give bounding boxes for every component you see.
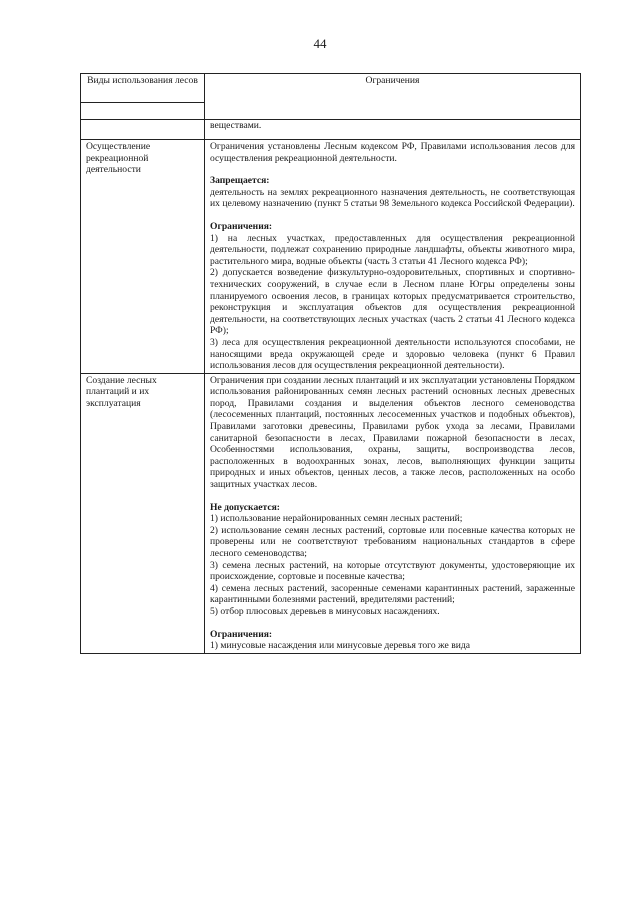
continuation-empty-cell [81,103,205,120]
forest-use-type: Осуществление рекреационной деятельности [81,140,205,374]
list-item: 2) использование семян лесных растений, сортовые или посевные качества которых не проверены или не соответствуют требованиям национальных стандартов в сфере лесного семеноводства; [210,524,575,559]
restrictions-cell [205,373,581,653]
prohibited-heading: Запрещается: [210,175,270,187]
continuation-left-cell [81,120,205,140]
restrictions-table [80,73,581,654]
list-item: 4) семена лесных растений, засоренные семенами карантинных растений, зараженные карантинными болезнями растений, вредителями растений; [210,582,575,606]
not-allowed-heading: Не допускается: [210,501,280,513]
list-item: 1) минусовые насаждения или минусовые деревья того же вида [210,640,470,652]
page-number: 44 [313,36,327,51]
restrictions-heading: Ограничения: [210,628,273,640]
table-row [81,373,581,653]
table-header-row [81,74,581,103]
prohibited-text: деятельность на землях рекреационного назначения деятельность, не соответствующая их целевому назначению (пункт 5 статьи 98 Земельного кодекса Российской Федерации). [210,186,575,210]
list-item: 3) семена лесных растений, на которые отсутствуют документы, удостоверяющие их происхождение, сортовые и посевные качества; [210,559,575,583]
list-item: 1) на лесных участках, предоставленных для осуществления рекреационной деятельности, подлежат сохранению природные ландшафты, объекты животного мира, растительного мира, водные объекты (часть 3 статьи 41 Лесного кодекса РФ); [210,232,575,267]
row-intro: Ограничения установлены Лесным кодексом РФ, Правилами использования лесов для осуществления рекреационной деятельности. [210,141,575,164]
table-row [81,140,581,374]
restrictions-cell [205,140,581,374]
list-item: 5) отбор плюсовых деревьев в минусовых насаждениях. [210,605,440,617]
header-forest-use-types: Виды использования лесов [81,74,205,103]
header-restrictions: Ограничения [205,74,581,120]
list-item: 3) леса для осуществления рекреационной деятельности используются способами, не наносящими вреда окружающей среде и здоровью человека (пункт 6 Правил использования лесов для осуществления рекреационной деятельности). [210,336,575,372]
continuation-text: веществами. [205,120,581,140]
list-item: 1) использование нерайонированных семян лесных растений; [210,513,463,525]
restrictions-heading: Ограничения: [210,220,273,232]
row-intro: Ограничения при создании лесных плантаций и их эксплуатации установлены Порядком использования районированных семян лесных растений основных лесных древесных пород, Правилами создания и выделения объектов лесного семеноводства (лесосеменных плантаций, постоянных лесосеменных участков и подобных объектов), Правилами заготовки древесины, Правилами рубок ухода за лесами, Правилами санитарной безопасности в лесах, Правилами пожарной безопасности в лесах, Особенностями использования, охраны, защиты, воспроизводства лесов, расположенных в водоохранных зонах, лесов, выполняющих функции защиты природных и иных объектов, ценных лесов, а также лесов, расположенных на особо защитных участках лесов. [210,374,575,491]
forest-use-type: Создание лесных плантаций и их эксплуатация [81,373,205,653]
continuation-text-row [81,120,581,140]
list-item: 2) допускается возведение физкультурно-оздоровительных, спортивных и спортивно-технических сооружений, в случае если в Лесном плане Югры определены зоны планируемого освоения лесов, в границах которых предусматривается строительство, реконструкция и эксплуатация объектов для осуществления рекреационной деятельности, на соответствующих лесных участках (часть 2 статьи 41 Лесного кодекса РФ); [210,267,575,337]
